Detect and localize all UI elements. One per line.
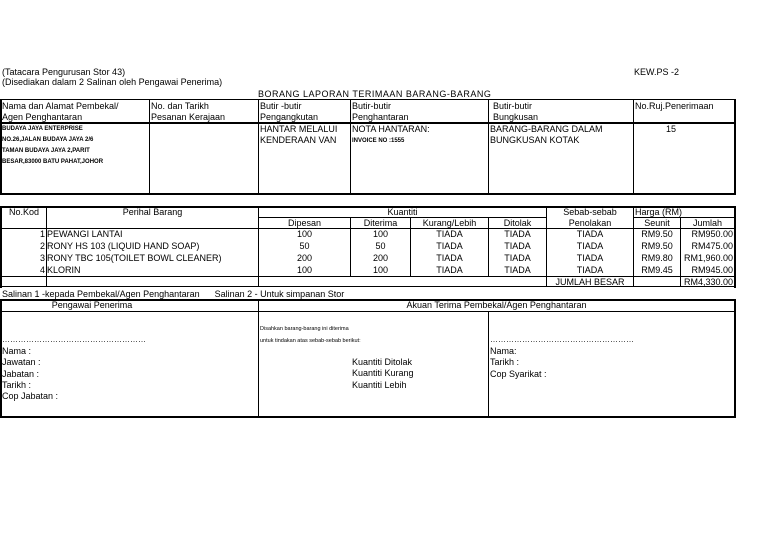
col-ditolak: Ditolak [503, 218, 532, 228]
row-no: 1 [39, 229, 45, 239]
row-diterima: 50 [375, 241, 386, 251]
col-seunit: Seunit [644, 218, 670, 228]
row-sebab: TIADA [576, 253, 604, 263]
col-kuantiti: Kuantiti [387, 207, 418, 217]
procedure-line: (Tatacara Pengurusan Stor 43) [2, 67, 126, 77]
col-diterima: Diterima [363, 218, 398, 228]
supplier-header: Nama dan Alamat Pembekal/ Agen Penghantaran [2, 101, 119, 122]
field-cop-jabatan: Cop Jabatan : [2, 391, 59, 402]
copies-distribution: Salinan 1 -kepada Pembekal/Agen Penghantaran Salinan 2 - Untuk simpanan Stor [2, 289, 345, 299]
row-seunit: RM9.45 [641, 265, 673, 275]
invoice-no: INVOICE NO :1555 [352, 138, 405, 144]
row-jumlah: RM950.00 [691, 229, 733, 239]
row-sebab: TIADA [576, 265, 604, 275]
supplier-acknowledgement-header: Akuan Terima Pembekal/Agen Penghantaran [406, 300, 587, 310]
packaging-value: BARANG-BARANG DALAM BUNGKUSAN KOTAK [490, 124, 603, 145]
row-ditolak: TIADA [504, 241, 531, 251]
row-dipesan: 100 [296, 229, 313, 239]
col-harga: Harga (RM) [635, 207, 683, 217]
row-diterima: 100 [372, 265, 389, 275]
col-jumlah: Jumlah [692, 218, 722, 228]
copies-note: (Disediakan dalam 2 Salinan oleh Pengawai Penerima) [2, 77, 223, 87]
row-ditolak: TIADA [504, 253, 531, 263]
field-jabatan: Jabatan : [2, 368, 40, 379]
row-kurang: TIADA [436, 241, 463, 251]
row-sebab: TIADA [576, 229, 604, 239]
reason-kurang: Kuantiti Kurang [352, 368, 414, 379]
officer-fields [2, 346, 58, 402]
row-perihal: RONY HS 103 (LIQUID HAND SOAP) [47, 241, 200, 251]
row-dipesan: 50 [299, 241, 310, 251]
row-perihal: KLORIN [47, 265, 81, 275]
col-kurang-lebih: Kurang/Lebih [422, 218, 477, 228]
field-jawatan: Jawatan : [2, 357, 41, 368]
total-label: JUMLAH BESAR [555, 277, 625, 287]
form-code: KEW.PS -2 [634, 67, 680, 77]
row-seunit: RM9.50 [641, 241, 673, 251]
row-no: 2 [39, 241, 45, 251]
row-kurang: TIADA [436, 265, 463, 275]
row-seunit: RM9.50 [641, 229, 673, 239]
verification-note: Disahkan barang-barang ini diterima untuk tindakan atas sebab-sebab berikut: [260, 326, 361, 344]
row-no: 3 [39, 253, 45, 263]
row-dipesan: 100 [296, 265, 313, 275]
transport-header: Butir -butir Pengangkutan [260, 101, 319, 122]
quantity-reasons [352, 357, 414, 391]
col-dipesan: Dipesan [287, 218, 322, 228]
field-supplier-nama: Nama: [490, 346, 517, 356]
form-title: BORANG LAPORAN TERIMAAN BARANG-BARANG [258, 89, 492, 99]
row-jumlah: RM945.00 [691, 265, 733, 275]
row-jumlah: RM475.00 [691, 241, 733, 251]
row-seunit: RM9.80 [641, 253, 673, 263]
row-perihal: PEWANGI LANTAI [47, 229, 123, 239]
field-cop-syarikat: Cop Syarikat : [490, 368, 547, 379]
delivery-header: Butir-butir Penghantaran [352, 101, 409, 122]
row-no: 4 [39, 265, 45, 275]
row-sebab: TIADA [576, 241, 604, 251]
col-sebab: Sebab-sebab [563, 207, 617, 217]
col-no-kod: No.Kod [8, 207, 40, 217]
signature-line-right: ……………………………………………… [490, 335, 634, 344]
reason-ditolak: Kuantiti Ditolak [352, 357, 413, 367]
ref-header: No.Ruj.Penerimaan [635, 101, 714, 111]
delivery-note: NOTA HANTARAN: [352, 124, 430, 134]
row-dipesan: 200 [296, 253, 313, 263]
packaging-header: Butir-butir Bungkusan [493, 101, 539, 122]
row-jumlah: RM1,960.00 [683, 253, 733, 263]
field-nama: Nama : [2, 346, 32, 356]
row-kurang: TIADA [436, 229, 463, 239]
signature-line-left: ……………………………………………… [2, 335, 146, 344]
row-ditolak: TIADA [504, 229, 531, 239]
receiving-officer-header: Pengawai Penerima [51, 300, 133, 310]
col-perihal: Perihal Barang [122, 207, 183, 217]
order-header: No. dan Tarikh Pesanan Kerajaan [151, 101, 226, 122]
transport-value: HANTAR MELALUI KENDERAAN VAN [260, 124, 338, 145]
supplier-fields [490, 346, 547, 380]
total-value: RM4,330.00 [683, 277, 733, 287]
row-diterima: 200 [372, 253, 389, 263]
row-diterima: 100 [372, 229, 389, 239]
row-perihal: RONY TBC 105(TOILET BOWL CLEANER) [47, 253, 222, 263]
supplier-address: BUDAYA JAYA ENTERPRISE NO.26,JALAN BUDAYA JAYA 2/6 TAMAN BUDAYA JAYA 2,PARIT BESAR,83000 BATU PAHAT,JOHOR [2, 126, 104, 165]
row-kurang: TIADA [436, 253, 463, 263]
ref-value: 15 [666, 124, 677, 134]
reason-lebih: Kuantiti Lebih [352, 379, 407, 390]
field-tarikh: Tarikh : [2, 379, 32, 390]
row-ditolak: TIADA [504, 265, 531, 275]
field-supplier-tarikh: Tarikh : [490, 357, 520, 368]
col-penolakan: Penolakan [568, 218, 612, 228]
